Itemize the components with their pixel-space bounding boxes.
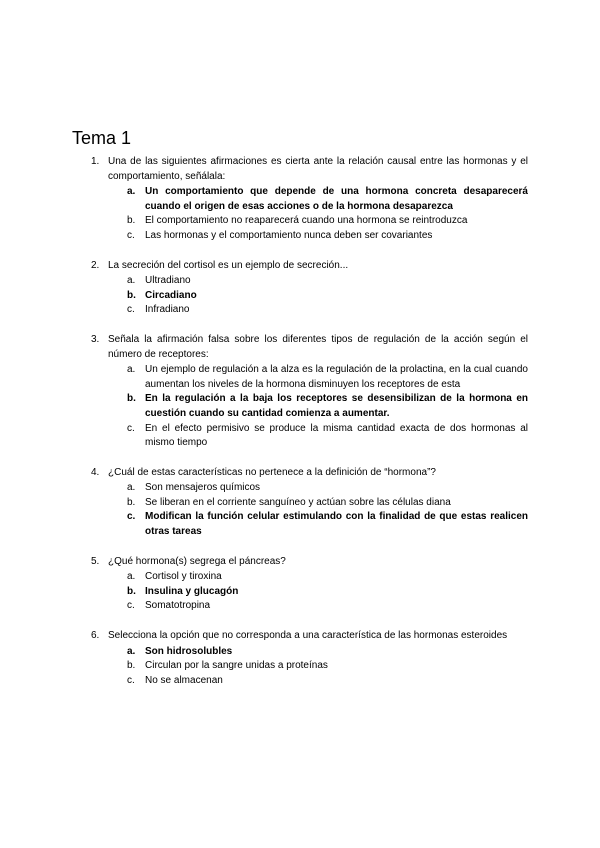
question-4 (0, 466, 600, 540)
option-list (0, 185, 600, 243)
option-letter: b. (127, 496, 136, 508)
option-text: Circadiano (145, 289, 197, 301)
question-text: ¿Cuál de estas características no pertenece a la definición de “hormona”? (108, 466, 436, 478)
option-letter: c. (127, 304, 135, 316)
option-letter: a. (127, 186, 136, 198)
question-2 (0, 259, 600, 318)
option-c (0, 510, 600, 539)
option-text: Cortisol y tiroxina (145, 571, 222, 583)
option-a (0, 363, 600, 392)
option-text: Infradiano (145, 304, 190, 316)
option-letter: b. (127, 660, 136, 672)
option-text: Las hormonas y el comportamiento nunca deben ser covariantes (145, 229, 433, 241)
option-a (0, 570, 600, 585)
option-letter: b. (127, 215, 136, 227)
option-letter: a. (127, 645, 136, 657)
option-list (0, 363, 600, 451)
question-list (0, 155, 600, 688)
option-b (0, 659, 600, 674)
option-text: Circulan por la sangre unidas a proteínas (145, 660, 328, 672)
option-c (0, 229, 600, 244)
option-letter: c. (127, 674, 135, 686)
question-number: 1. (91, 156, 100, 167)
option-text: Modifican la función celular estimulando con la finalidad de que estas realicen otras tareas (145, 511, 528, 538)
question-number: 3. (91, 333, 100, 345)
question-6 (0, 629, 600, 688)
question-text: Una de las siguientes afirmaciones es cierta ante la relación causal entre las hormonas y el comportamiento, señálala: (108, 156, 528, 182)
question-text: La secreción del cortisol es un ejemplo de secreción... (108, 259, 349, 271)
option-text: Un ejemplo de regulación a la alza es la regulación de la prolactina, en la cual cuando aumentan los niveles de la hormona disminuyen los receptores de esta (145, 364, 528, 390)
option-letter: b. (127, 289, 136, 301)
question-text: Señala la afirmación falsa sobre los diferentes tipos de regulación de la acción según el número de receptores: (108, 333, 528, 360)
option-a (0, 645, 600, 660)
option-text: No se almacenan (145, 674, 223, 686)
question-3 (0, 333, 600, 451)
option-letter: c. (127, 422, 135, 434)
option-c (0, 599, 600, 614)
option-letter: c. (127, 229, 135, 241)
question-number: 2. (91, 259, 100, 271)
option-b (0, 289, 600, 304)
question-number: 6. (91, 630, 100, 642)
option-list (0, 645, 600, 689)
option-text: Insulina y glucagón (145, 585, 239, 597)
option-list (0, 481, 600, 539)
option-c (0, 674, 600, 689)
question-number: 4. (91, 466, 100, 478)
option-list (0, 274, 600, 318)
option-text: Se liberan en el corriente sanguíneo y actúan sobre las células diana (145, 496, 451, 508)
option-letter: a. (127, 482, 136, 494)
option-b (0, 214, 600, 229)
question-number: 5. (91, 555, 100, 567)
option-text: Ultradiano (145, 275, 191, 287)
option-letter: b. (127, 393, 136, 405)
option-text: Son mensajeros químicos (145, 482, 261, 494)
option-text: El comportamiento no reaparecerá cuando una hormona se reintroduzca (145, 215, 468, 227)
option-b (0, 496, 600, 511)
option-a (0, 274, 600, 289)
option-c (0, 303, 600, 318)
option-letter: a. (127, 364, 136, 376)
option-text: Son hidrosolubles (145, 645, 233, 657)
option-b (0, 392, 600, 421)
option-letter: b. (127, 585, 136, 597)
question-text: ¿Qué hormona(s) segrega el páncreas? (108, 555, 286, 567)
option-letter: c. (127, 600, 135, 612)
option-text: Somatotropina (145, 600, 211, 612)
question-1 (0, 155, 600, 244)
option-text: Un comportamiento que depende de una hormona concreta desaparecerá cuando el origen de esas acciones o de la hormona desaparezca (145, 186, 528, 212)
question-text: Selecciona la opción que no corresponda a una característica de las hormonas esteroides (108, 630, 508, 642)
option-text: En la regulación a la baja los receptores se desensibilizan de la hormona en cuestión cuando su cantidad comienza a aumentar. (145, 393, 528, 419)
option-b (0, 585, 600, 600)
option-text: En el efecto permisivo se produce la misma cantidad exacta de dos hormonas al mismo tiempo (145, 422, 528, 449)
option-a (0, 185, 600, 214)
page-title: Tema 1 (72, 128, 132, 148)
option-list (0, 570, 600, 614)
option-letter: a. (127, 275, 136, 287)
option-letter: c. (127, 511, 136, 523)
option-a (0, 481, 600, 496)
option-letter: a. (127, 571, 136, 583)
question-5 (0, 555, 600, 614)
option-c (0, 422, 600, 451)
